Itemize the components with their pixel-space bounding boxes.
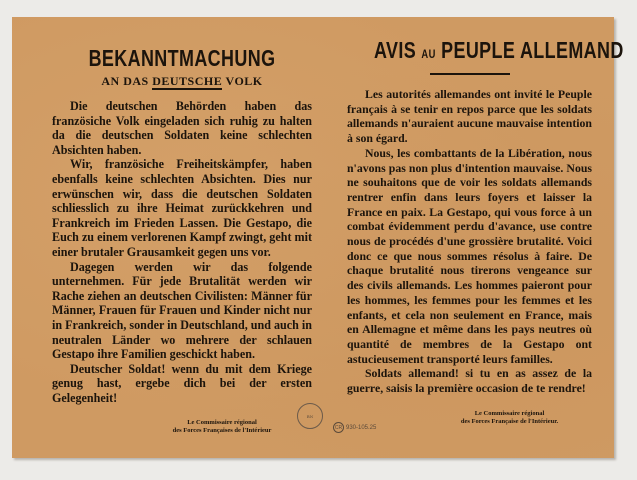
signature-line: des Forces Française de l'Intérieur. — [460, 417, 559, 425]
reference-number: 930-105.25 — [346, 424, 377, 431]
french-paragraph: Nous, les combattants de la Libération, nous n'avons pas non plus d'intention mauvaise. Nous ne souhaitons que de voir les soldats allemands rentrer enfin dans leurs foyers et laisser la France en paix. La Gestapo, qui vous force à un combat évidemment perdu d'avance, use contre nous de procédés d'une grossière brutalité. Voici donc ce que nous sommes résolus à faire. De chaque brutalité nous tirerons vengeance sur des civils allemands. Les hommes paieront pour les hommes, les femmes pour les femmes et les enfants, et cela non seulement en France, mais en Allemagne et même dans les pays neutres où quantité de membres de la Gestapo ont astucieusement transporté leurs familles. — [347, 145, 592, 366]
french-title — [373, 37, 624, 64]
subtitle-pre: AN DAS — [101, 74, 153, 88]
signature-line: Le Commissaire régional — [187, 419, 257, 427]
signature-line: Le Commissaire régional — [474, 409, 545, 417]
french-column — [347, 17, 624, 426]
german-title: BEKANNTMACHUNG — [88, 45, 276, 71]
title-part: AVIS — [373, 37, 417, 63]
french-signature — [347, 410, 592, 426]
signature-line: des Forces Françaises de l'Intérieur — [172, 427, 272, 435]
german-column — [52, 17, 312, 435]
german-body — [52, 99, 312, 405]
stamp-text: BN — [306, 413, 314, 419]
french-paragraph: Soldats allemand! si tu en as assez de la guerre, saisis la première occasion de te rendre! — [347, 366, 592, 396]
poster-sheet — [12, 17, 624, 458]
german-paragraph: Deutscher Soldat! wenn du mit dem Kriege genug hast, ergebe dich bei der ersten Gelegenheit! — [52, 361, 312, 405]
cr-mark-icon: CR — [333, 422, 344, 433]
title-rule — [430, 73, 510, 75]
library-stamp-icon — [297, 403, 323, 429]
archive-reference — [333, 422, 376, 433]
subtitle-underlined: DEUTSCHE — [152, 74, 223, 88]
german-subtitle — [52, 74, 312, 89]
subtitle-post: VOLK — [222, 74, 263, 88]
french-body — [347, 87, 592, 396]
title-part: PEUPLE ALLEMAND — [441, 37, 624, 63]
french-paragraph: Les autorités allemandes ont invité le Peuple français à se tenir en repos parce que les soldats allemands n'auraient aucune mauvaise intention à son égard. — [347, 87, 592, 146]
german-paragraph: Wir, französiche Freiheitskämpfer, haben ebenfalls keine schlechten Absichten. Dies nur erwünschen wir, dass die deutschen Soldaten schliesslich zu ihre Heimat zurückkehren und Frankreich im Frieden Lassen. Die Gestapo, die Euch zu einem verlorenen Kampf zwingt, geht mit einer brutaler Grausamkeit gegen uns vor. — [52, 157, 312, 259]
title-small: AU — [421, 47, 436, 61]
german-signature — [52, 419, 312, 435]
german-paragraph: Die deutschen Behörden haben das französiche Volk eingeladen sich ruhig zu halten da die deutschen Soldaten keine schlechten Absichten haben. — [52, 99, 312, 157]
german-paragraph: Dagegen werden wir das folgende unternehmen. Für jede Brutalität werden wir Rache ziehen an deutschen Civilisten: Männer für Männer, Frauen für Frauen und Kinder nicht nur in Frankreich, sonder in Deutschland, und auch in neutralen Länder wo mehrere der schlauen Gestapo ihre Familien geschickt haben. — [52, 259, 312, 362]
